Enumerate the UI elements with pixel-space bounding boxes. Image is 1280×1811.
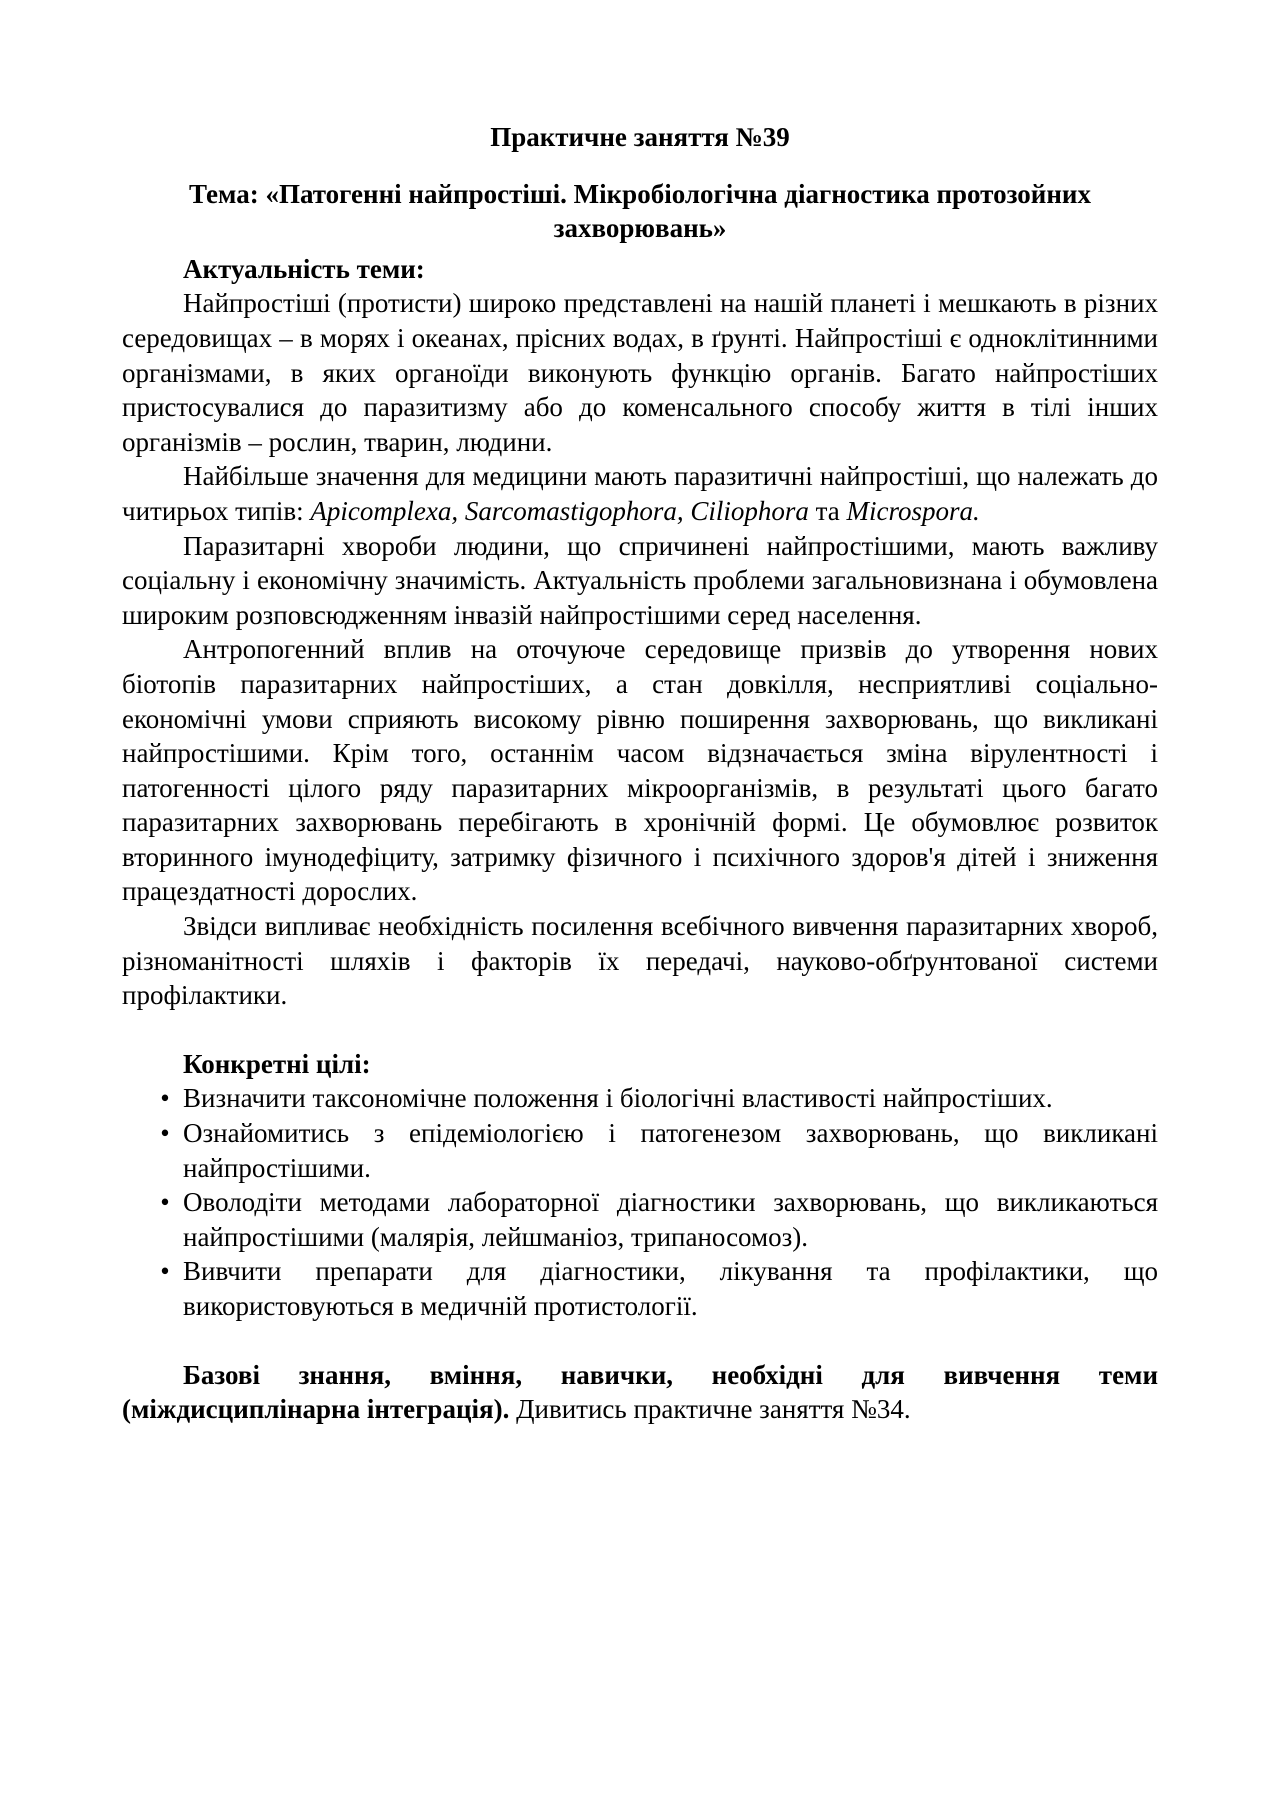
bullet-icon: • [160,1256,170,1287]
goal-item [160,1254,1158,1323]
section-spacer [122,1013,1158,1047]
goal-item [160,1116,1158,1185]
base-knowledge-heading: Базові знання, вміння, навички, необхідні для вивчення теми (міждисциплінарна інтеграція). [122,1359,1158,1425]
relevance-heading: Актуальність теми: [183,253,425,284]
bullet-icon: • [160,1118,170,1149]
bullet-icon: • [160,1187,170,1218]
section-spacer [122,1324,1158,1358]
taxa-conjunction: та [808,495,847,526]
relevance-paragraph-4: Антропогенний вплив на оточуюче середовище призвів до утворення нових біотопів паразитарних найпростіших, а стан довкілля, несприятливі соціально-економічні умови сприяють високому рівню поширення захворювань, що викликані найпростішими. Крім того, останнім часом відзначається зміна вірулентності і патогенності цілого ряду паразитарних мікроорганізмів, в результаті цього багато паразитарних захворювань перебігають в хронічній формі. Це обумовлює розвиток вторинного імунодефіциту, затримку фізичного і психічного здоров'я дітей і зниження працездатності дорослих. [122,634,1158,907]
base-knowledge-paragraph [122,1358,1158,1427]
relevance-paragraph-2-start: Найбільше значення для медицини мають паразитичні найпростіші, що належать до читирьох типів: [122,461,1158,526]
taxa-last: Microspora. [846,495,980,526]
goals-list [122,1081,1158,1323]
relevance-paragraph-1: Найпростіші (протисти) широко представлені на нашій планеті і мешкають в різних середовищах – в морях і океанах, прісних водах, в ґрунті. Найпростіші є одноклітинними організмами, в яких органоїди виконують функцію органів. Багато найпростіших пристосувалися до паразитизму або до коменсального способу життя в тілі інших організмів – рослин, тварин, людини. [122,288,1158,457]
goal-text: Оволодіти методами лабораторної діагностики захворювань, що викликаються найпростішими (малярія, лейшманіоз, трипаносомоз). [183,1187,1158,1252]
base-knowledge-reference: Дивитись практичне заняття №34. [509,1394,911,1425]
document-title: Практичне заняття №39 [490,122,790,152]
relevance-paragraph-2 [122,459,1158,528]
document-topic: Тема: «Патогенні найпростіші. Мікробіологічна діагностика протозойних захворювань» [189,178,1091,244]
goal-item [160,1185,1158,1254]
relevance-paragraph-5: Звідси випливає необхідність посилення всебічного вивчення паразитарних хвороб, різноманітності шляхів і факторів їх передачі, науково-обґрунтованої системи профілактики. [122,911,1158,1011]
goal-text: Вивчити препарати для діагностики, лікування та профілактики, що використовуються в медичній протистології. [183,1256,1158,1321]
goal-text: Ознайомитись з епідеміологією і патогенезом захворювань, що викликані найпростішими. [183,1118,1158,1183]
relevance-paragraph-3: Паразитарні хвороби людини, що спричинені найпростішими, мають важливу соціальну і економічну значимість. Актуальність проблеми загальновизнана і обумовлена широким розповсюдженням інвазій найпростішими серед населення. [122,530,1158,630]
goal-text: Визначити таксономічне положення і біологічні властивості найпростіших. [183,1083,1053,1114]
goals-heading: Конкретні цілі: [183,1048,371,1079]
taxa-list: Apicomplexa, Sarcomastigophora, Ciliophora [310,495,809,526]
document-page [122,120,1158,1427]
bullet-icon: • [160,1083,170,1114]
goal-item [160,1081,1158,1116]
